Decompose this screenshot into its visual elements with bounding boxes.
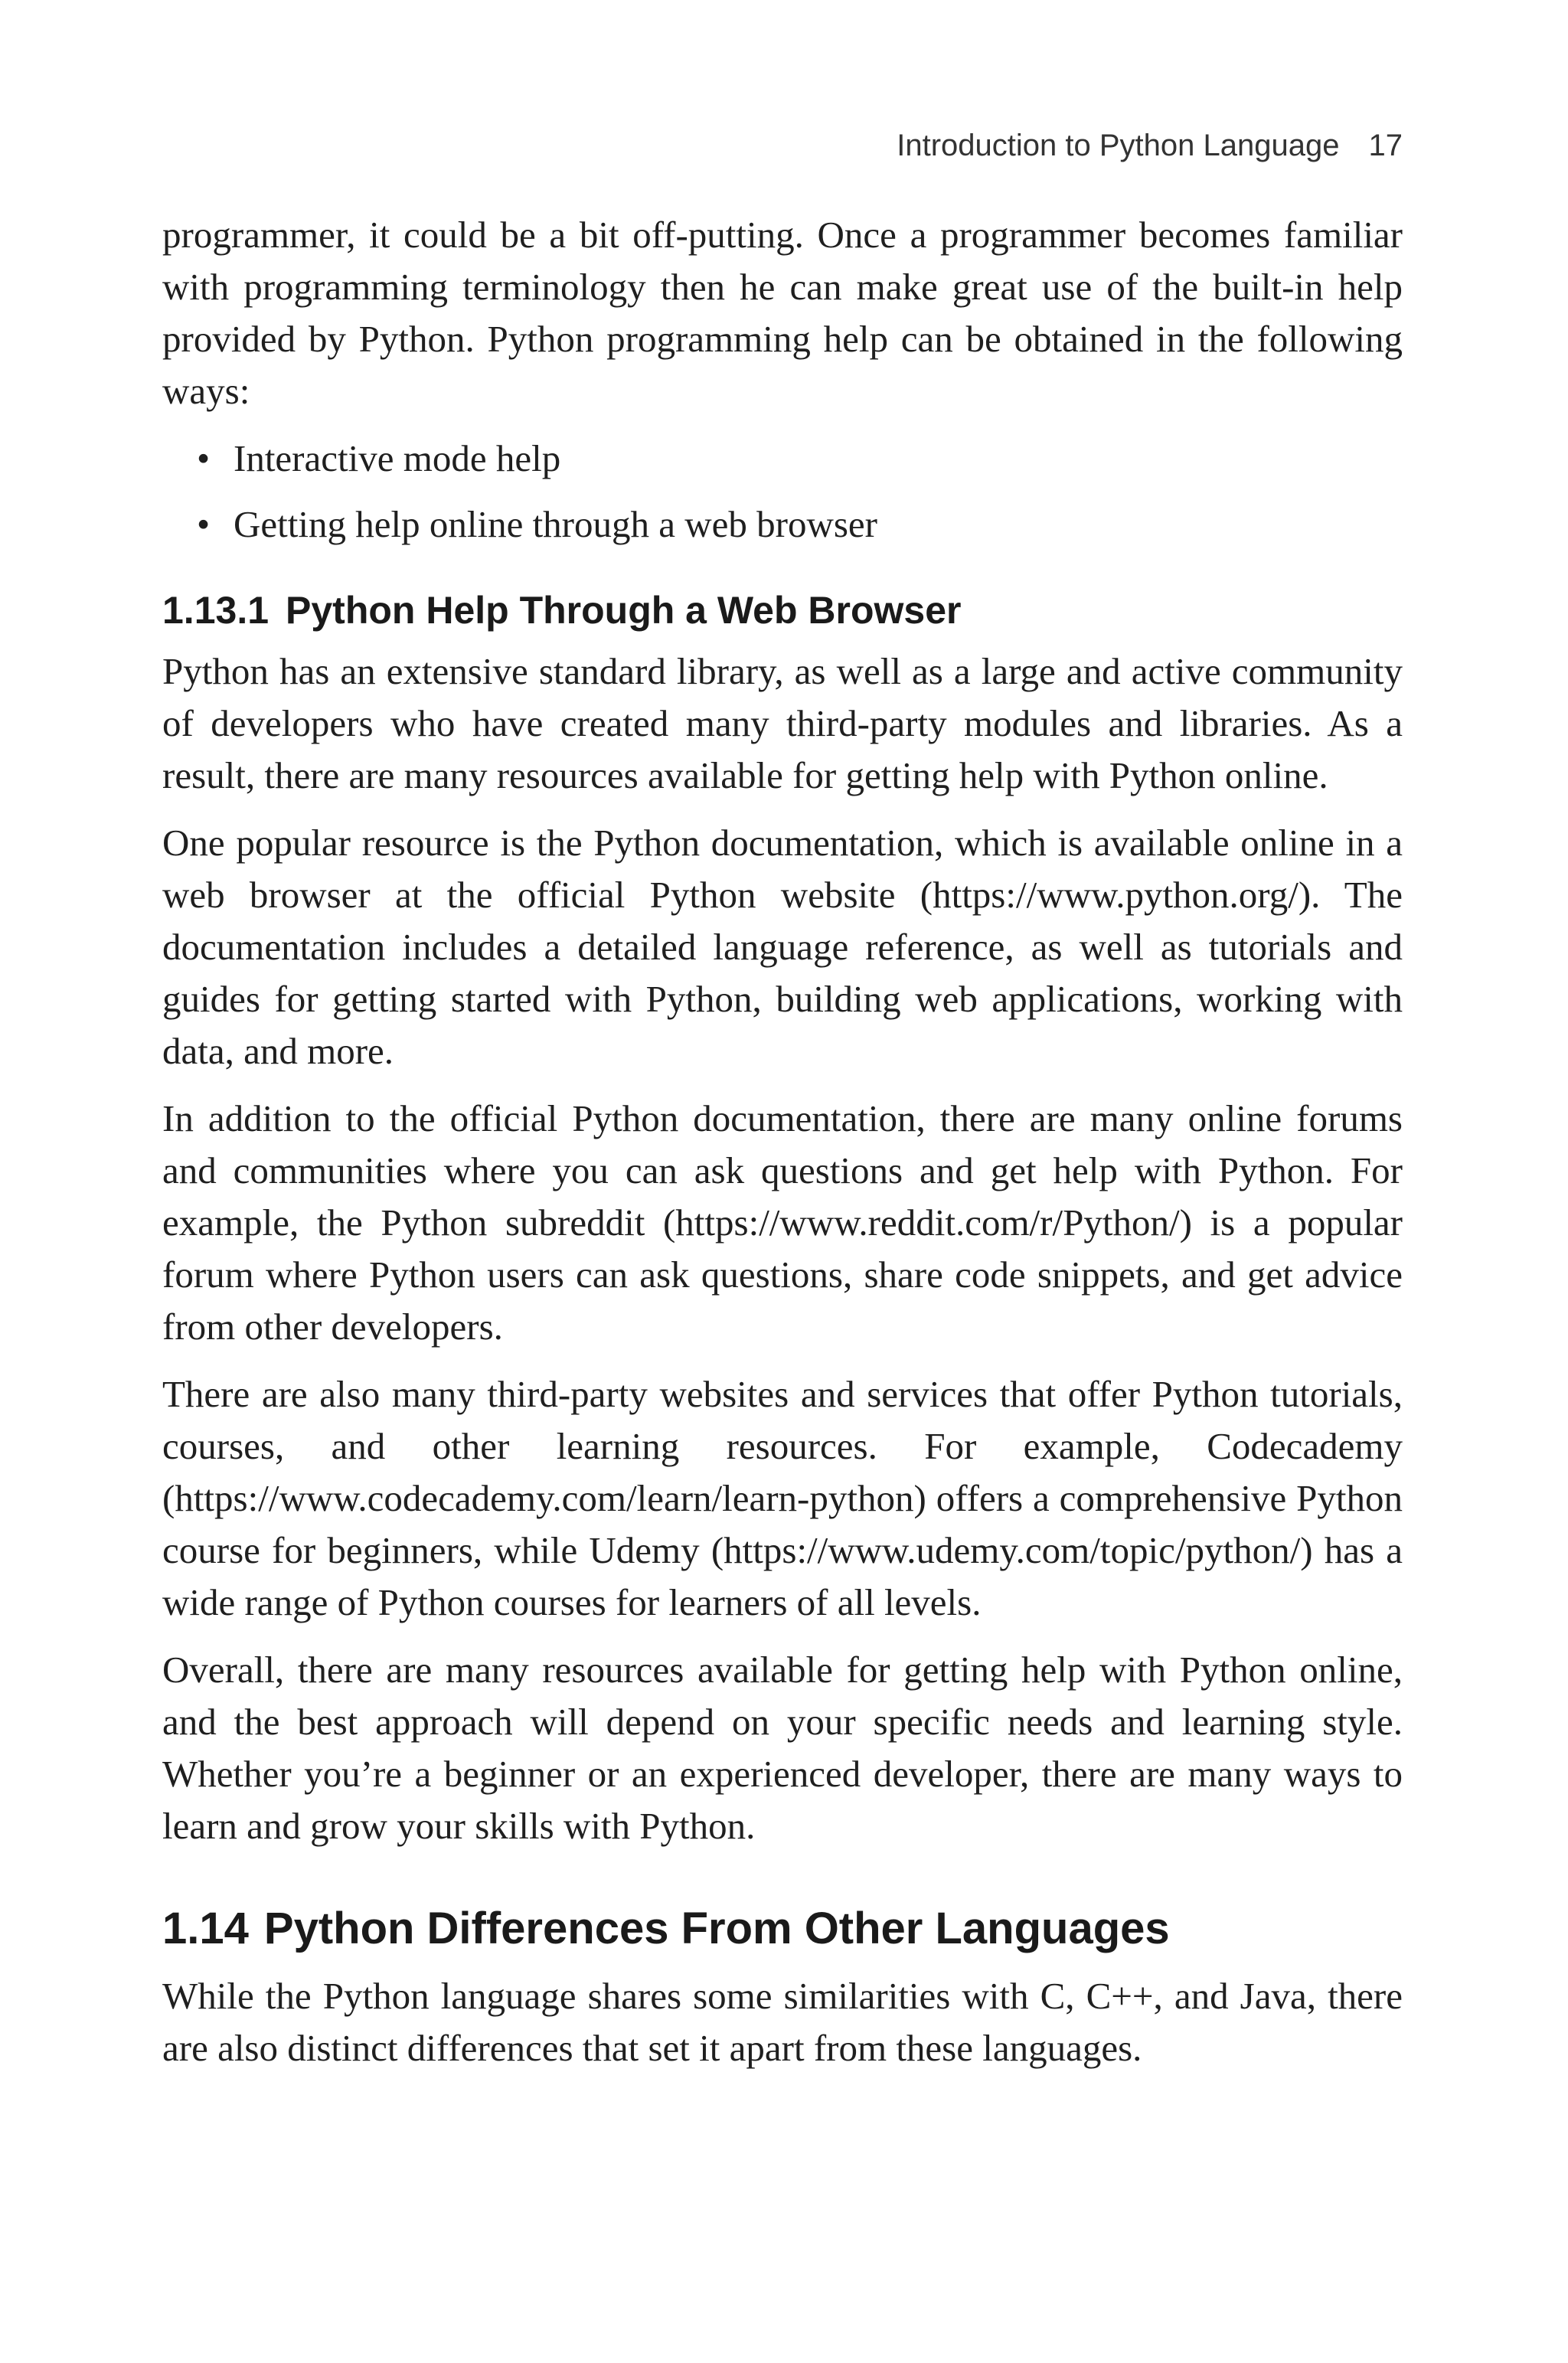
- subsection-heading: [162, 584, 1403, 636]
- intro-paragraph: programmer, it could be a bit off-putting. Once a programmer becomes familiar with programming terminology then he can make great use of the built-in help provided by Python. Python programming help can be obtained in the following ways:: [162, 214, 1403, 412]
- page-body: [162, 209, 1403, 2090]
- list-item: [162, 433, 1403, 485]
- list-item-text: Getting help online through a web browser: [234, 503, 877, 545]
- section-title: Python Differences From Other Languages: [263, 1904, 1170, 1953]
- body-paragraph: Overall, there are many resources available for getting help with Python online, and the best approach will depend on your specific needs and learning style. Whether you’re a beginner or an experienced developer, there are many ways to learn and grow your skills with Python.: [162, 1649, 1403, 1847]
- section-heading: [162, 1898, 1403, 1959]
- bullet-marker: •: [197, 503, 211, 545]
- list-item: [162, 498, 1403, 551]
- subsection-title: Python Help Through a Web Browser: [286, 589, 962, 632]
- help-methods-list: [162, 433, 1403, 551]
- bullet-marker: •: [197, 437, 211, 479]
- running-title: Introduction to Python Language: [897, 129, 1340, 162]
- body-paragraph: One popular resource is the Python documentation, which is available online in a web browser at the official Python website (https://www.python.org/). The documentation includes a detailed language reference, as well as tutorials and guides for getting started with Python, building web applications, working with data, and more.: [162, 822, 1403, 1072]
- subsection-number: 1.13.1: [162, 589, 270, 632]
- body-paragraph: There are also many third-party websites and services that offer Python tutorials, courses, and other learning resources. For example, Codecademy (https://www.codecademy.com/learn/learn-python) offers a comprehensive Python course for beginners, while Udemy (https://www.udemy.com/topic/python/) has a wide range of Python courses for learners of all levels.: [162, 1373, 1403, 1623]
- body-paragraph: Python has an extensive standard library, as well as a large and active community of developers who have created many third-party modules and libraries. As a result, there are many resources available for getting help with Python online.: [162, 650, 1403, 796]
- running-header: [162, 124, 1403, 167]
- section-number: 1.14: [162, 1904, 249, 1953]
- list-item-text: Interactive mode help: [234, 437, 561, 479]
- body-paragraph: In addition to the official Python documentation, there are many online forums and communities where you can ask questions and get help with Python. For example, the Python subreddit (https://www.reddit.com/r/Python/) is a popular forum where Python users can ask questions, share code snippets, and get advice from other developers.: [162, 1097, 1403, 1348]
- section-paragraph: While the Python language shares some similarities with C, C++, and Java, there are also distinct differences that set it apart from these languages.: [162, 1975, 1403, 2069]
- page-number: 17: [1368, 129, 1403, 162]
